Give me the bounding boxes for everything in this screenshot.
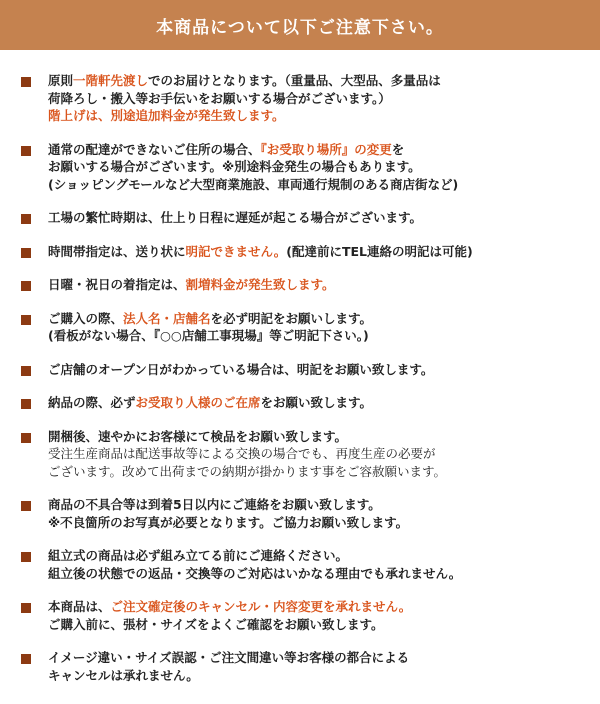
notice-line (48, 649, 580, 667)
notice-list (0, 64, 600, 692)
notice-line (48, 276, 580, 294)
notice-text: 原則 (48, 73, 74, 88)
notice-line (48, 243, 580, 261)
notice-title: 本商品について以下ご注意下さい。 (156, 17, 444, 38)
notice-line (48, 667, 580, 685)
notice-line (48, 496, 580, 514)
notice-item (0, 420, 600, 489)
notice-item (0, 268, 600, 302)
notice-text: をお願い致します。 (260, 395, 373, 410)
notice-text: 組立後の状態での返品・交換等のご対応はいかなる理由でも承れません。 (48, 565, 462, 581)
notice-line (48, 176, 580, 194)
square-bullet-icon (21, 433, 31, 443)
notice-line (48, 310, 580, 328)
notice-line (48, 327, 580, 345)
highlight-text: 割増料金が発生致します。 (185, 277, 335, 292)
notice-text: ご店舗のオープン日がわかっている場合は、明記をお願い致します。 (48, 361, 434, 377)
notice-line (48, 428, 580, 446)
notice-text: ※不良箇所のお写真が必要となります。ご協力お願い致します。 (48, 514, 409, 530)
square-bullet-icon (21, 552, 31, 562)
notice-line (48, 107, 580, 125)
notice-text: (ショッピングモールなど大型商業施設、車両通行規制のある商店街など) (48, 176, 459, 192)
highlight-text: 明記できません。 (185, 243, 287, 259)
notice-item (0, 488, 600, 539)
notice-item (0, 386, 600, 420)
notice-text: を必ず明記をお願いします。 (210, 310, 373, 326)
notice-text: 本商品は、 (48, 599, 111, 614)
notice-text: (配達前にTEL連絡の明記は可能) (286, 243, 473, 259)
notice-line (48, 445, 580, 463)
notice-line (48, 547, 580, 565)
notice-item (0, 235, 600, 269)
notice-text: 荷降ろし・搬入等お手伝いをお願いする場合がございます。） (48, 90, 391, 106)
notice-text: 日曜・祝日の着指定は、 (48, 277, 186, 292)
highlight-text: ご注文確定後のキャンセル・内容変更を承れません。 (110, 599, 412, 614)
notice-item (0, 201, 600, 235)
highlight-text: 階上げは、別途追加料金が発生致します。 (48, 108, 285, 123)
square-bullet-icon (21, 248, 31, 258)
square-bullet-icon (21, 366, 31, 376)
square-bullet-icon (21, 146, 31, 156)
square-bullet-icon (21, 654, 31, 664)
notice-line (48, 394, 580, 412)
notice-line (48, 209, 580, 227)
notice-line (48, 158, 580, 176)
notice-text: 通常の配達ができないご住所の場合、 (48, 141, 261, 157)
notice-line (48, 141, 580, 159)
notice-text: を (391, 141, 405, 157)
notice-text: 工場の繁忙時期は、仕上り日程に遅延が起こる場合がございます。 (48, 210, 423, 225)
notice-text: でのお届けとなります。（重量品、大型品、多量品は (148, 73, 441, 88)
notice-text: キャンセルは承れません。 (48, 667, 199, 683)
notice-item (0, 539, 600, 590)
notice-text: (看板がない場合、『○○店舗工事現場』等ご明記下さい。) (48, 328, 369, 343)
notice-text: 納品の際、必ず (48, 395, 136, 410)
notice-text: 受注生産商品は配送事故等による交換の場合でも、再度生産の必要が (48, 446, 436, 461)
square-bullet-icon (21, 399, 31, 409)
notice-line (48, 463, 580, 481)
notice-line (48, 565, 580, 583)
square-bullet-icon (21, 77, 31, 87)
highlight-text: 『お受取り場所』の変更 (260, 141, 392, 157)
notice-text: ご購入前に、張材・サイズをよくご確認をお願い致します。 (48, 616, 384, 632)
notice-text: 時間帯指定は、送り状に (48, 243, 186, 259)
notice-line (48, 90, 580, 108)
notice-line (48, 514, 580, 532)
notice-text: 組立式の商品は必ず組み立てる前にご連絡ください。 (48, 548, 349, 563)
highlight-text: 一階軒先渡し (73, 73, 149, 88)
notice-item (0, 133, 600, 202)
notice-text: 開梱後、速やかにお客様にて検品をお願い致します。 (48, 428, 348, 444)
square-bullet-icon (21, 603, 31, 613)
notice-item (0, 302, 600, 353)
notice-text: ご購入の際、 (48, 310, 124, 326)
square-bullet-icon (21, 501, 31, 511)
notice-text: イメージ違い・サイズ誤認・ご注文間違い等お客様の都合による (48, 650, 410, 665)
highlight-text: 法人名・店舗名 (123, 310, 211, 326)
notice-line (48, 598, 580, 616)
notice-line (48, 616, 580, 634)
square-bullet-icon (21, 281, 31, 291)
notice-header (0, 0, 600, 50)
notice-line (48, 361, 580, 379)
notice-text: 商品の不具合等は到着5日以内にご連絡をお願い致します。 (48, 497, 381, 512)
highlight-text: お受取り人様のご在席 (135, 395, 261, 410)
notice-text: お願いする場合がございます。※別途料金発生の場合もあります。 (48, 159, 421, 174)
square-bullet-icon (21, 214, 31, 224)
notice-line (48, 72, 580, 90)
notice-item (0, 590, 600, 641)
notice-item (0, 641, 600, 692)
notice-item (0, 64, 600, 133)
notice-item (0, 353, 600, 387)
notice-text: ございます。改めて出荷までの納期が掛かります事をご容赦願います。 (48, 463, 447, 479)
square-bullet-icon (21, 315, 31, 325)
